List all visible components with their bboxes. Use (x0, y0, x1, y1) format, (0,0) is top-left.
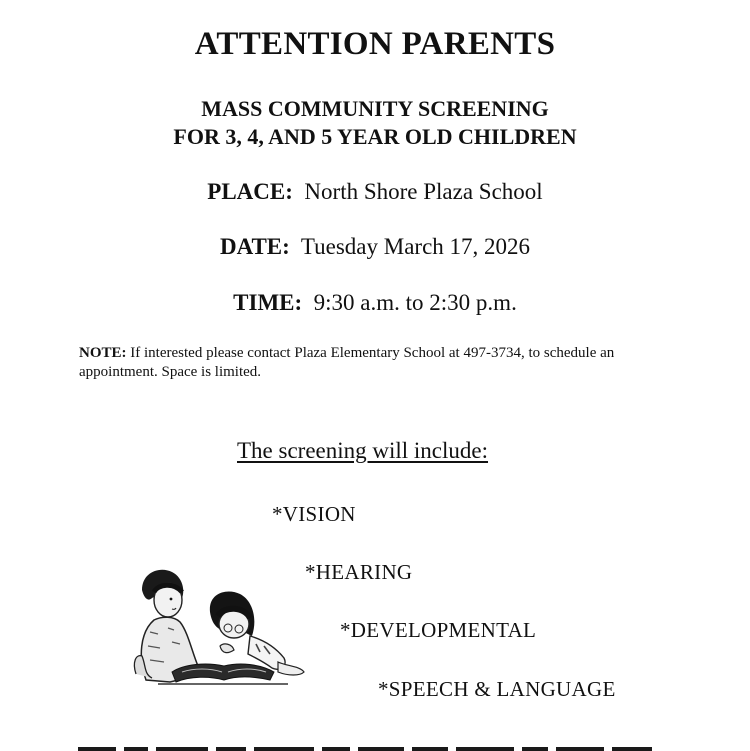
cut-off-text-line (78, 742, 678, 751)
subtitle-line-1: MASS COMMUNITY SCREENING (201, 96, 549, 121)
date-line (0, 234, 750, 260)
children-reading-illustration (128, 562, 308, 692)
note-paragraph (79, 344, 639, 382)
item-speech-language: *SPEECH & LANGUAGE (378, 677, 616, 701)
time-label: TIME: (233, 290, 303, 315)
date-value: Tuesday March 17, 2026 (300, 234, 531, 259)
place-value: North Shore Plaza School (304, 179, 543, 204)
note-text: If interested please contact Plaza Elementary School at 497-3734, to schedule an appointment. Space is limited. (79, 345, 615, 380)
page-title: ATTENTION PARENTS (194, 26, 556, 62)
time-line (0, 290, 750, 316)
subtitle-line-2: FOR 3, 4, AND 5 YEAR OLD CHILDREN (173, 124, 577, 149)
time-value: 9:30 a.m. to 2:30 p.m. (313, 290, 517, 315)
item-developmental: *DEVELOPMENTAL (340, 618, 537, 642)
include-heading: The screening will include: (237, 438, 489, 463)
item-hearing: *HEARING (305, 560, 413, 584)
note-label: NOTE: (79, 345, 127, 361)
place-label: PLACE: (207, 179, 293, 204)
place-line (0, 179, 750, 205)
right-child-figure (210, 591, 304, 675)
item-vision: *VISION (272, 502, 356, 526)
date-label: DATE: (219, 234, 290, 259)
